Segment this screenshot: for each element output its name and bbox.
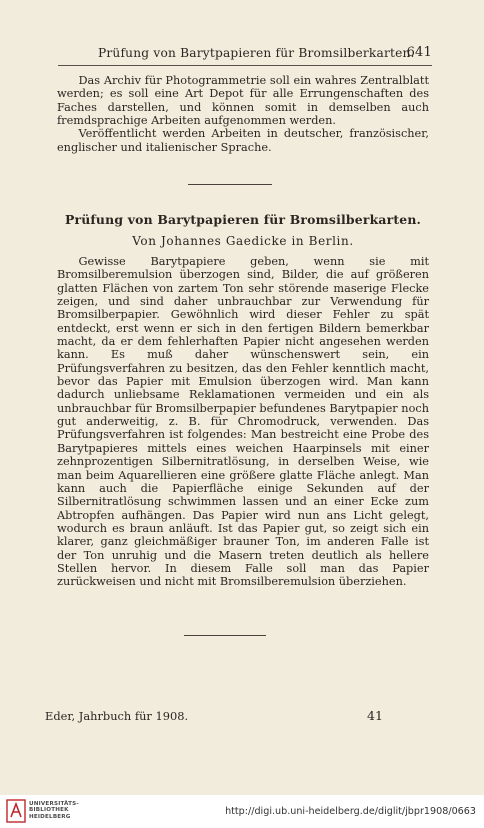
library-name[interactable] — [29, 801, 79, 820]
article-heading: Prüfung von Barytpapieren für Bromsilberkarten. — [64, 212, 422, 227]
sheet-number: 41 — [367, 708, 383, 723]
article-paragraph: Gewisse Barytpapiere geben, wenn sie mit Bromsilberemulsion überzogen sind, Bilder, die auf größeren glatten Flächen von zartem Ton sehr störende maserige Flecke zeigen, und sind daher unbrauchbar zur Verwendung für Bromsilberpapier. Gewöhnlich wird dieser Fehler zu spät entdeckt, erst wenn er sich in den fertigen Bildern bemerkbar macht, da er dem fehlerhaften Papier nicht angesehen werden kann. Es muß daher wünschenswert sein, ein Prüfungsverfahren zu besitzen, das den Fehler kenntlich macht, bevor das Papier mit Emulsion überzogen wird. Man kann dadurch unliebsame Reklamationen vermeiden und ein als unbrauchbar für Bromsilberpapier befundenes Barytpapier noch gut anderweitig, z. B. für Chromodruck, verwenden. Das Prüfungsverfahren ist folgendes: Man bestreicht eine Probe des Barytpapieres mittels eines weichen Haarpinsels mit einer zehnprozentigen Silbernitratlösung, in derselben Weise, wie man beim Aquarellieren eine größere glatte Fläche anlegt. Man kann auch die Papierfläche einige Sekunden auf der Silbernitratlösung schwimmen lassen und an einer Ecke zum Abtropfen aufhängen. Das Papier wird nun ans Licht gelegt, wodurch es braun anläuft. Ist das Papier gut, so zeigt sich ein klarer, ganz gleichmäßiger brauner Ton, im anderen Falle ist der Ton unruhig und die Masern treten deutlich als hellere Stellen hervor. In diesem Falle soll man das Papier zurückweisen und nicht mit Bromsilberemulsion überziehen. — [57, 255, 429, 589]
library-name-line: BIBLIOTHEK — [29, 807, 69, 814]
library-name-line: UNIVERSITÄTS- — [29, 801, 79, 807]
university-library-logo-icon[interactable] — [6, 799, 26, 823]
intro-paragraph: Veröffentlicht werden Arbeiten in deutscher, französischer, englischer und italienischer Sprache. — [57, 127, 429, 154]
signature-line: Eder, Jahrbuch für 1908. — [45, 709, 189, 723]
library-name-line: HEIDELBERG — [29, 813, 71, 820]
section-divider — [188, 184, 272, 185]
intro-paragraph: Das Archiv für Photogrammetrie soll ein wahres Zentralblatt werden; es soll eine Art Depot für alle Errungenschaften des Faches darstellen, und können somit in demselben auch fremdsprachige Arbeiten aufgenommen werden. — [57, 74, 429, 128]
running-head — [58, 46, 432, 66]
page-number: 641 — [406, 45, 432, 60]
article-body — [57, 255, 429, 589]
running-head-title: Prüfung von Barytpapieren für Bromsilberkarten. — [98, 46, 415, 60]
viewer-footer-bar — [0, 795, 484, 828]
document-url-link[interactable]: http://digi.ub.uni-heidelberg.de/diglit/jbpr1908/0663 — [225, 806, 476, 817]
end-divider — [184, 635, 266, 636]
article-byline: Von Johannes Gaedicke in Berlin. — [132, 234, 354, 248]
intro-text — [57, 74, 429, 154]
